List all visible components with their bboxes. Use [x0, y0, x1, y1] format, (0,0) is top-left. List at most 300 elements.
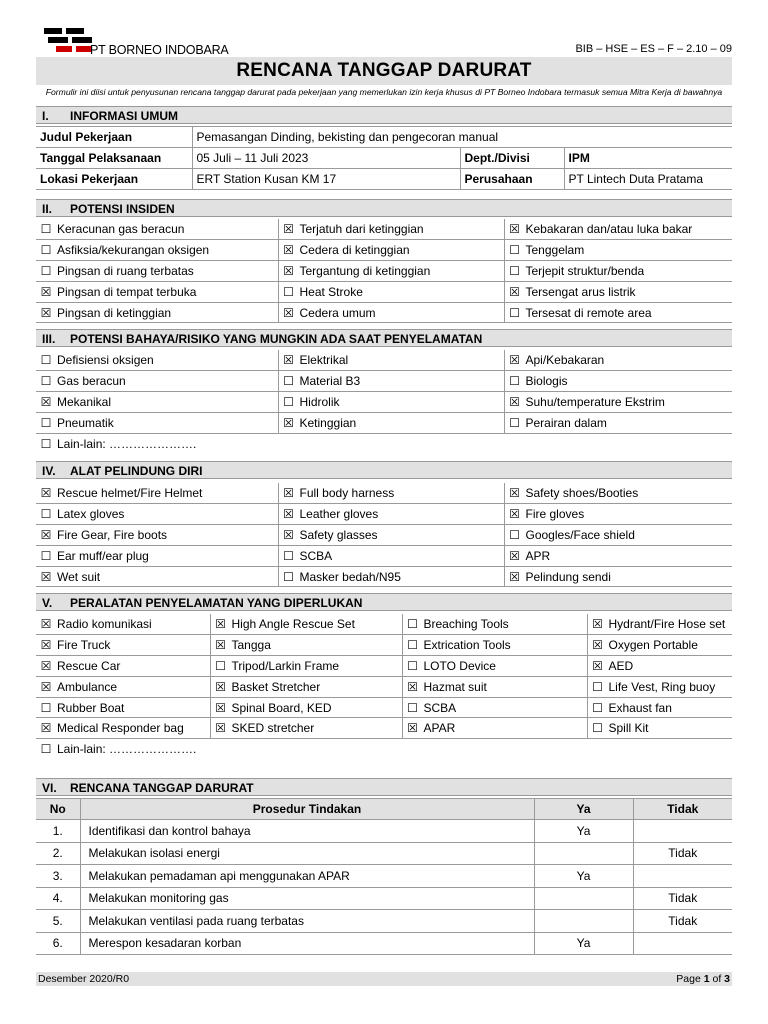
unchecked-checkbox-icon[interactable]: ☐	[283, 569, 294, 584]
option-label: Tersengat arus listrik	[525, 284, 636, 299]
option-label: Exhaust fan	[608, 700, 672, 715]
unchecked-checkbox-icon[interactable]: ☐	[40, 353, 52, 368]
option-apar	[402, 718, 587, 739]
form-title: RENCANA TANGGAP DARURAT	[36, 57, 732, 85]
checked-checkbox-icon[interactable]: ☒	[509, 548, 520, 563]
judul-value[interactable]: Pemasangan Dinding, bekisting dan pengecoran manual	[192, 127, 732, 148]
option-fire-gear-fire-boots	[36, 525, 278, 546]
section-title: RENCANA TANGGAP DARURAT	[70, 781, 254, 795]
option-asfiksia-kekurangan-oksigen	[36, 240, 278, 261]
option-label: Cedera umum	[299, 305, 376, 320]
option-keracunan-gas-beracun	[36, 219, 278, 240]
option-label: Spill Kit	[608, 721, 649, 736]
option-label: AED	[608, 658, 634, 673]
option-terjatuh-dari-ketinggian	[278, 219, 504, 240]
checked-checkbox-icon[interactable]: ☒	[407, 721, 418, 736]
section-header-peralatan-penyelamatan	[36, 593, 732, 611]
option-pingsan-di-tempat-terbuka	[36, 281, 278, 302]
option-ear-muff-ear-plug	[36, 545, 278, 566]
option-label: Extrication Tools	[423, 638, 511, 653]
unchecked-checkbox-icon[interactable]: ☐	[40, 548, 52, 563]
lain-lain-row	[36, 739, 732, 760]
option-loto-device	[402, 656, 587, 677]
option-googles-face-shield	[504, 525, 732, 546]
option-tangga	[210, 635, 402, 656]
form-intro: Formulir ini diisi untuk penyusunan rencana tanggap darurat pada pekerjaan yang memerlukan izin kerja khusus di PT Borneo Indobara termasuk semua Mitra Kerja di bawahnya	[45, 87, 723, 97]
checkbox-row	[36, 350, 732, 371]
checked-checkbox-icon[interactable]: ☒	[509, 569, 520, 584]
checkbox-row	[36, 614, 732, 635]
checked-checkbox-icon[interactable]: ☒	[40, 394, 52, 409]
header-prosedur: Prosedur Tindakan	[80, 799, 534, 820]
unchecked-checkbox-icon[interactable]: ☐	[509, 374, 520, 389]
option-oxygen-portable	[587, 635, 732, 656]
page-footer	[36, 972, 732, 986]
unchecked-checkbox-icon[interactable]: ☐	[40, 436, 52, 451]
row-ya[interactable]: Ya	[534, 932, 633, 955]
checked-checkbox-icon[interactable]: ☒	[283, 222, 294, 237]
unchecked-checkbox-icon[interactable]: ☐	[40, 742, 52, 757]
section-title: POTENSI INSIDEN	[70, 202, 175, 216]
row-ya[interactable]: Ya	[534, 865, 633, 888]
unchecked-checkbox-icon[interactable]: ☐	[509, 263, 520, 278]
section-number: I.	[42, 109, 49, 123]
section-number: III.	[42, 332, 56, 346]
unchecked-checkbox-icon[interactable]: ☐	[509, 305, 520, 320]
checked-checkbox-icon[interactable]: ☒	[283, 353, 294, 368]
checked-checkbox-icon[interactable]: ☒	[40, 569, 52, 584]
option-ambulance	[36, 676, 210, 697]
dept-label: Dept./Divisi	[460, 148, 564, 169]
lokasi-label: Lokasi Pekerjaan	[36, 169, 192, 190]
unchecked-checkbox-icon[interactable]: ☐	[592, 721, 603, 736]
row-tidak[interactable]	[633, 865, 732, 888]
unchecked-checkbox-icon[interactable]: ☐	[283, 548, 294, 563]
option-label: Cedera di ketinggian	[299, 243, 410, 258]
checked-checkbox-icon[interactable]: ☒	[40, 638, 52, 653]
perusahaan-value[interactable]: PT Lintech Duta Pratama	[564, 169, 732, 190]
checked-checkbox-icon[interactable]: ☒	[40, 305, 52, 320]
option-label: Safety shoes/Booties	[525, 486, 639, 501]
section-number: VI.	[42, 781, 57, 795]
checked-checkbox-icon[interactable]: ☒	[509, 486, 520, 501]
row-prosedur: Identifikasi dan kontrol bahaya	[80, 820, 534, 843]
option-full-body-harness	[278, 483, 504, 504]
option-label: Tangga	[231, 638, 271, 653]
option-exhaust-fan	[587, 697, 732, 718]
option-label: SKED stretcher	[231, 721, 315, 736]
checked-checkbox-icon[interactable]: ☒	[509, 353, 520, 368]
option-label: Lain-lain: ………………….	[57, 436, 197, 451]
unchecked-checkbox-icon[interactable]: ☐	[40, 700, 52, 715]
checked-checkbox-icon[interactable]: ☒	[509, 222, 520, 237]
checked-checkbox-icon[interactable]: ☒	[40, 721, 52, 736]
option-pelindung-sendi	[504, 566, 732, 587]
option-label: Terjatuh dari ketinggian	[299, 222, 424, 237]
option-hidrolik	[278, 392, 504, 413]
option-biologis	[504, 371, 732, 392]
option-label: Asfiksia/kekurangan oksigen	[57, 243, 210, 258]
option-label: Leather gloves	[299, 507, 379, 522]
checked-checkbox-icon[interactable]: ☒	[509, 507, 520, 522]
option-lain-lain	[36, 739, 732, 760]
option-fire-gloves	[504, 504, 732, 525]
potensi-bahaya-table	[36, 350, 732, 454]
option-fire-truck	[36, 635, 210, 656]
option-label: Latex gloves	[57, 507, 125, 522]
section-header-rencana-tanggap-darurat	[36, 778, 732, 796]
checked-checkbox-icon[interactable]: ☒	[592, 638, 603, 653]
lokasi-value[interactable]: ERT Station Kusan KM 17	[192, 169, 460, 190]
option-pingsan-di-ruang-terbatas	[36, 261, 278, 282]
unchecked-checkbox-icon[interactable]: ☐	[407, 638, 418, 653]
option-label: Breaching Tools	[423, 617, 509, 632]
option-lain-lain	[36, 433, 732, 454]
checkbox-row	[36, 412, 732, 433]
option-heat-stroke	[278, 281, 504, 302]
section-title: POTENSI BAHAYA/RISIKO YANG MUNGKIN ADA SAAT PENYELAMATAN	[70, 332, 483, 346]
option-label: Hidrolik	[299, 394, 340, 409]
judul-label: Judul Pekerjaan	[36, 127, 192, 148]
option-label: Hazmat suit	[423, 679, 487, 694]
option-aed	[587, 656, 732, 677]
option-extrication-tools	[402, 635, 587, 656]
checked-checkbox-icon[interactable]: ☒	[40, 527, 52, 542]
option-perairan-dalam	[504, 412, 732, 433]
table-row	[36, 887, 732, 910]
option-label: Suhu/temperature Ekstrim	[525, 394, 665, 409]
option-safety-glasses	[278, 525, 504, 546]
unchecked-checkbox-icon[interactable]: ☐	[40, 243, 52, 258]
checkbox-row	[36, 566, 732, 587]
tanggal-label: Tanggal Pelaksanaan	[36, 148, 192, 169]
unchecked-checkbox-icon[interactable]: ☐	[592, 679, 603, 694]
checked-checkbox-icon[interactable]: ☒	[283, 305, 294, 320]
option-label: Tripod/Larkin Frame	[231, 658, 340, 673]
option-tersengat-arus-listrik	[504, 281, 732, 302]
section-title: INFORMASI UMUM	[70, 109, 178, 123]
option-label: Hydrant/Fire Hose set	[608, 617, 726, 632]
section-header-alat-pelindung-diri	[36, 461, 732, 479]
row-tidak[interactable]: Tidak	[633, 910, 732, 933]
option-label: LOTO Device	[423, 658, 496, 673]
checked-checkbox-icon[interactable]: ☒	[215, 721, 226, 736]
option-label: Tersesat di remote area	[525, 305, 652, 320]
option-label: Terjepit struktur/benda	[525, 263, 645, 278]
option-label: Gas beracun	[57, 374, 126, 389]
unchecked-checkbox-icon[interactable]: ☐	[40, 507, 52, 522]
checked-checkbox-icon[interactable]: ☒	[215, 638, 226, 653]
option-label: Rescue Car	[57, 658, 121, 673]
row-number: 5.	[36, 910, 80, 933]
option-label: Kebakaran dan/atau luka bakar	[525, 222, 693, 237]
row-number: 1.	[36, 820, 80, 843]
option-rescue-helmet-fire-helmet	[36, 483, 278, 504]
document-code: BIB – HSE – ES – F – 2.10 – 09	[575, 43, 732, 55]
option-label: Api/Kebakaran	[525, 353, 605, 368]
checked-checkbox-icon[interactable]: ☒	[283, 415, 294, 430]
row-prosedur: Melakukan pemadaman api menggunakan APAR	[80, 865, 534, 888]
option-label: Basket Stretcher	[231, 679, 321, 694]
option-suhu-temperature-ekstrim	[504, 392, 732, 413]
header-no: No	[36, 799, 80, 820]
option-high-angle-rescue-set	[210, 614, 402, 635]
option-label: Safety glasses	[299, 527, 378, 542]
checked-checkbox-icon[interactable]: ☒	[215, 679, 226, 694]
unchecked-checkbox-icon[interactable]: ☐	[215, 658, 226, 673]
unchecked-checkbox-icon[interactable]: ☐	[40, 415, 52, 430]
row-tidak[interactable]: Tidak	[633, 887, 732, 910]
option-medical-responder-bag	[36, 718, 210, 739]
option-label: Ambulance	[57, 679, 118, 694]
option-life-vest-ring-buoy	[587, 676, 732, 697]
dept-value[interactable]: IPM	[564, 148, 732, 169]
company-name: PT BORNEO INDOBARA	[90, 43, 229, 57]
unchecked-checkbox-icon[interactable]: ☐	[40, 222, 52, 237]
table-row	[36, 932, 732, 955]
checkbox-row	[36, 718, 732, 739]
checkbox-row	[36, 371, 732, 392]
checkbox-row	[36, 219, 732, 240]
row-prosedur: Melakukan monitoring gas	[80, 887, 534, 910]
section-title: ALAT PELINDUNG DIRI	[70, 464, 203, 478]
option-label: Keracunan gas beracun	[57, 222, 185, 237]
section-header-potensi-insiden	[36, 199, 732, 217]
checked-checkbox-icon[interactable]: ☒	[509, 284, 520, 299]
unchecked-checkbox-icon[interactable]: ☐	[283, 374, 294, 389]
section-header-potensi-bahaya	[36, 329, 732, 347]
revision-label: Desember 2020/R0	[38, 973, 130, 985]
checked-checkbox-icon[interactable]: ☒	[592, 617, 603, 632]
option-label: High Angle Rescue Set	[231, 617, 355, 632]
row-prosedur: Merespon kesadaran korban	[80, 932, 534, 955]
option-label: APAR	[423, 721, 456, 736]
option-kebakaran-dan-atau-luka-bakar	[504, 219, 732, 240]
checked-checkbox-icon[interactable]: ☒	[592, 658, 603, 673]
unchecked-checkbox-icon[interactable]: ☐	[592, 700, 603, 715]
option-label: Tenggelam	[525, 243, 585, 258]
checked-checkbox-icon[interactable]: ☒	[283, 507, 294, 522]
checkbox-row	[36, 656, 732, 677]
option-pneumatik	[36, 412, 278, 433]
row-ya[interactable]	[534, 887, 633, 910]
option-label: Full body harness	[299, 486, 395, 501]
option-label: Masker bedah/N95	[299, 569, 401, 584]
checkbox-row	[36, 281, 732, 302]
option-label: Fire gloves	[525, 507, 585, 522]
checked-checkbox-icon[interactable]: ☒	[40, 679, 52, 694]
unchecked-checkbox-icon[interactable]: ☐	[509, 527, 520, 542]
checked-checkbox-icon[interactable]: ☒	[40, 617, 52, 632]
option-material-b3	[278, 371, 504, 392]
option-label: Rescue helmet/Fire Helmet	[57, 486, 203, 501]
option-leather-gloves	[278, 504, 504, 525]
option-rescue-car	[36, 656, 210, 677]
option-label: Googles/Face shield	[525, 527, 635, 542]
page-total: 3	[724, 973, 730, 985]
option-label: APR	[525, 548, 551, 563]
option-label: Medical Responder bag	[57, 721, 184, 736]
option-label: Pelindung sendi	[525, 569, 611, 584]
checked-checkbox-icon[interactable]: ☒	[407, 679, 418, 694]
option-label: Life Vest, Ring buoy	[608, 679, 716, 694]
option-rubber-boat	[36, 697, 210, 718]
option-tenggelam	[504, 240, 732, 261]
row-ya[interactable]: Ya	[534, 820, 633, 843]
perusahaan-label: Perusahaan	[460, 169, 564, 190]
option-label: SCBA	[299, 548, 333, 563]
checked-checkbox-icon[interactable]: ☒	[283, 263, 294, 278]
section-title: PERALATAN PENYELAMATAN YANG DIPERLUKAN	[70, 596, 363, 610]
checked-checkbox-icon[interactable]: ☒	[509, 394, 520, 409]
lain-lain-row	[36, 433, 732, 454]
checkbox-row	[36, 504, 732, 525]
checked-checkbox-icon[interactable]: ☒	[215, 700, 226, 715]
option-scba	[402, 697, 587, 718]
option-label: Mekanikal	[57, 394, 112, 409]
checkbox-row	[36, 676, 732, 697]
checkbox-row	[36, 392, 732, 413]
checked-checkbox-icon[interactable]: ☒	[283, 486, 294, 501]
option-terjepit-struktur-benda	[504, 261, 732, 282]
potensi-insiden-table	[36, 219, 732, 323]
option-spill-kit	[587, 718, 732, 739]
prosedur-tindakan-table	[36, 798, 732, 955]
row-tidak[interactable]	[633, 820, 732, 843]
page-indicator	[676, 972, 730, 986]
option-label: Defisiensi oksigen	[57, 353, 154, 368]
row-prosedur: Melakukan isolasi energi	[80, 842, 534, 865]
option-basket-stretcher	[210, 676, 402, 697]
checkbox-row	[36, 240, 732, 261]
option-label: Elektrikal	[299, 353, 349, 368]
section-number: II.	[42, 202, 53, 216]
option-label: Oxygen Portable	[608, 638, 698, 653]
unchecked-checkbox-icon[interactable]: ☐	[40, 263, 52, 278]
checkbox-row	[36, 261, 732, 282]
option-scba	[278, 545, 504, 566]
option-wet-suit	[36, 566, 278, 587]
checked-checkbox-icon[interactable]: ☒	[283, 527, 294, 542]
option-cedera-umum	[278, 302, 504, 323]
checkbox-row	[36, 525, 732, 546]
option-gas-beracun	[36, 371, 278, 392]
row-tidak[interactable]	[633, 932, 732, 955]
option-apr	[504, 545, 732, 566]
option-radio-komunikasi	[36, 614, 210, 635]
row-tidak[interactable]: Tidak	[633, 842, 732, 865]
unchecked-checkbox-icon[interactable]: ☐	[407, 658, 418, 673]
checkbox-row	[36, 302, 732, 323]
unchecked-checkbox-icon[interactable]: ☐	[407, 617, 418, 632]
section-header-informasi-umum	[36, 106, 732, 124]
table-row	[36, 865, 732, 888]
checkbox-row	[36, 697, 732, 718]
option-label: Pingsan di tempat terbuka	[57, 284, 197, 299]
unchecked-checkbox-icon[interactable]: ☐	[283, 284, 294, 299]
option-label: Lain-lain: ………………….	[57, 742, 197, 757]
option-latex-gloves	[36, 504, 278, 525]
option-mekanikal	[36, 392, 278, 413]
unchecked-checkbox-icon[interactable]: ☐	[407, 700, 418, 715]
checked-checkbox-icon[interactable]: ☒	[40, 486, 52, 501]
option-defisiensi-oksigen	[36, 350, 278, 371]
option-pingsan-di-ketinggian	[36, 302, 278, 323]
option-label: Fire Truck	[57, 638, 111, 653]
header-ya: Ya	[534, 799, 633, 820]
option-label: Ketinggian	[299, 415, 357, 430]
option-ketinggian	[278, 412, 504, 433]
option-masker-bedah-n95	[278, 566, 504, 587]
table-row	[36, 910, 732, 933]
row-number: 4.	[36, 887, 80, 910]
option-label: Pingsan di ketinggian	[57, 305, 172, 320]
option-label: Heat Stroke	[299, 284, 363, 299]
page-number: 1	[703, 973, 710, 985]
checked-checkbox-icon[interactable]: ☒	[215, 617, 226, 632]
row-ya[interactable]	[534, 842, 633, 865]
row-number: 6.	[36, 932, 80, 955]
option-label: Pneumatik	[57, 415, 114, 430]
option-label: SCBA	[423, 700, 457, 715]
option-api-kebakaran	[504, 350, 732, 371]
option-tergantung-di-ketinggian	[278, 261, 504, 282]
option-label: Rubber Boat	[57, 700, 125, 715]
row-number: 3.	[36, 865, 80, 888]
tanggal-value[interactable]: 05 Juli – 11 Juli 2023	[192, 148, 460, 169]
option-label: Pingsan di ruang terbatas	[57, 263, 194, 278]
option-label: Wet suit	[57, 569, 101, 584]
unchecked-checkbox-icon[interactable]: ☐	[283, 394, 294, 409]
option-label: Tergantung di ketinggian	[299, 263, 431, 278]
option-label: Material B3	[299, 374, 361, 389]
checked-checkbox-icon[interactable]: ☒	[40, 658, 52, 673]
row-prosedur: Melakukan ventilasi pada ruang terbatas	[80, 910, 534, 933]
page-prefix: Page	[676, 973, 704, 985]
row-number: 2.	[36, 842, 80, 865]
option-elektrikal	[278, 350, 504, 371]
peralatan-penyelamatan-table	[36, 614, 732, 760]
option-cedera-di-ketinggian	[278, 240, 504, 261]
option-label: Biologis	[525, 374, 568, 389]
unchecked-checkbox-icon[interactable]: ☐	[509, 415, 520, 430]
option-safety-shoes-booties	[504, 483, 732, 504]
option-label: Spinal Board, KED	[231, 700, 332, 715]
unchecked-checkbox-icon[interactable]: ☐	[40, 374, 52, 389]
option-hydrant-fire-hose-set	[587, 614, 732, 635]
alat-pelindung-diri-table	[36, 483, 732, 587]
option-label: Ear muff/ear plug	[57, 548, 149, 563]
informasi-umum-table	[36, 126, 732, 190]
option-label: Fire Gear, Fire boots	[57, 527, 168, 542]
table-row	[36, 820, 732, 843]
option-sked-stretcher	[210, 718, 402, 739]
option-label: Radio komunikasi	[57, 617, 152, 632]
row-ya[interactable]	[534, 910, 633, 933]
table-row	[36, 842, 732, 865]
company-logo	[44, 28, 94, 58]
page-of: of	[709, 973, 725, 985]
section-number: IV.	[42, 464, 56, 478]
option-tersesat-di-remote-area	[504, 302, 732, 323]
checkbox-row	[36, 483, 732, 504]
option-spinal-board-ked	[210, 697, 402, 718]
checked-checkbox-icon[interactable]: ☒	[40, 284, 52, 299]
checked-checkbox-icon[interactable]: ☒	[283, 243, 294, 258]
unchecked-checkbox-icon[interactable]: ☐	[509, 243, 520, 258]
option-label: Perairan dalam	[525, 415, 607, 430]
header-tidak: Tidak	[633, 799, 732, 820]
